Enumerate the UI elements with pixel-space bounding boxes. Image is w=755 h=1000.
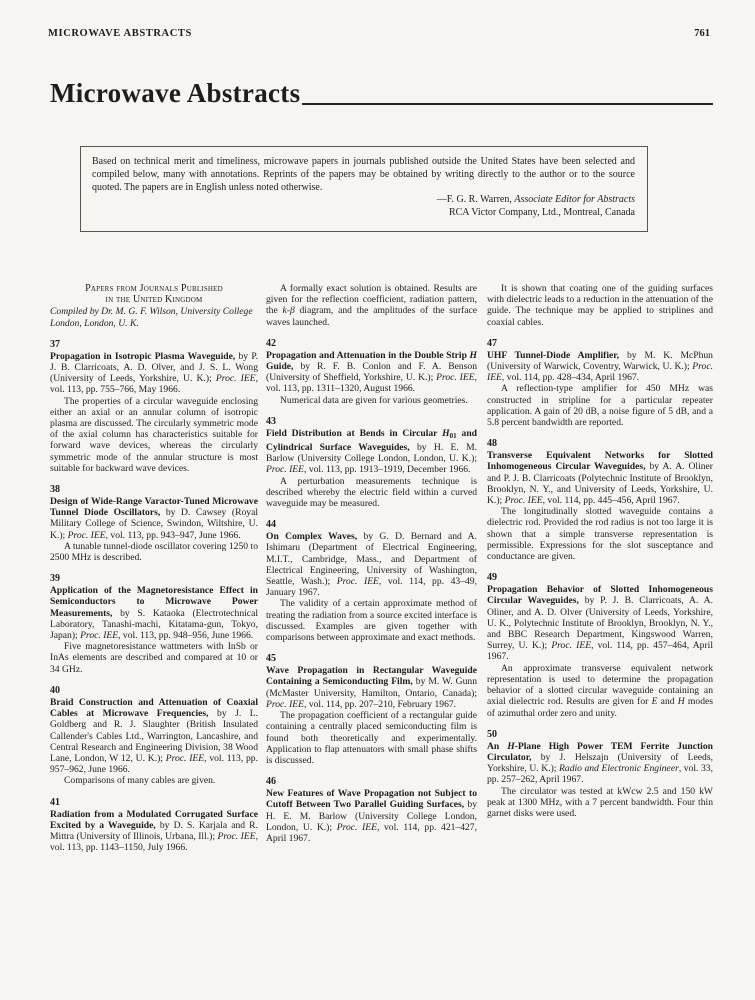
- column-1: [50, 283, 258, 853]
- abstract-entry: [487, 729, 713, 819]
- entry-annotation: [266, 598, 477, 643]
- editorial-notice-box: [80, 146, 648, 232]
- text-run: by M. W. Gunn (McMaster University, Hamilton, Ontario, Canada);: [266, 676, 477, 699]
- column-2-entries: [266, 283, 477, 844]
- text-run: On Complex Waves,: [266, 531, 358, 543]
- entry-citation: [50, 697, 258, 775]
- abstract-entry: [266, 776, 477, 844]
- entry-annotation: [487, 663, 713, 719]
- entry-citation: [266, 428, 477, 476]
- entry-citation: [487, 741, 713, 786]
- section-heading-line1: Papers from Journals Published: [85, 283, 223, 294]
- text-run: A perturbation measurements technique is described whereby the electric field within a curved waveguide may be measured.: [266, 475, 477, 510]
- text-run: A tunable tunnel-diode oscillator covering 1250 to 2500 MHz is described.: [50, 540, 258, 564]
- text-run: , vol. 114, pp. 457–464, April 1967.: [487, 640, 713, 663]
- text-run: Field Distribution at Bends in Circular: [266, 427, 443, 439]
- text-run: The validity of a certain approximate method of treating the radiation from a source excited interface is discussed. Examples are given together with comparisons between approximate and exact methods.: [266, 598, 477, 644]
- text-run: , vol. 113, pp. 755–766, May 1966.: [50, 373, 258, 396]
- entry-annotation: [487, 383, 713, 428]
- text-run: Transverse Equivalent Networks for Slotted Inhomogeneous Circular Waveguides,: [487, 450, 713, 473]
- text-run: A formally exact solution is obtained. Results are given for the reflection coefficient, radiation pattern, the: [266, 283, 477, 317]
- text-run: k-β: [282, 305, 295, 317]
- text-run: Proc. IEE: [266, 464, 305, 476]
- text-run: , vol. 113, pp. 1311–1320, August 1966.: [266, 372, 477, 395]
- text-run: , vol. 114, pp. 43–49, January 1967.: [266, 576, 477, 599]
- page-number: 761: [694, 28, 710, 39]
- entry-number: 44: [266, 519, 276, 531]
- text-run: , vol. 114, pp. 428–434, April 1967.: [501, 372, 640, 384]
- text-run: Proc. IEE: [67, 529, 106, 541]
- entry-number: 42: [266, 337, 276, 349]
- abstract-entry: [266, 519, 477, 643]
- entry-annotation: [50, 396, 258, 474]
- notice-body: Based on technical merit and timeliness, microwave papers in journals published outside the United States have been selected and compiled below, many with annotations. Reprints of the papers may be obtained by writing directly to the author or to the source quoted. The papers are in English unless noted otherwise.: [92, 156, 635, 193]
- text-run: The longitudinally slotted waveguide contains a dielectric rod. Provided the rod radius is not too large it is shown that a simple transverse representation is permissible. Expressions for the slot susceptance and conductance are given.: [487, 506, 713, 563]
- text-run: Comparisons of many cables are given.: [64, 775, 216, 787]
- text-run: New Features of Wave Propagation not Subject to Cutoff Between Two Parallel Guiding Surfaces,: [266, 788, 477, 811]
- entry-number: 48: [487, 438, 497, 450]
- text-run: Proc. IEE: [551, 640, 592, 652]
- entry-citation: [487, 350, 713, 384]
- entry-number: 40: [50, 684, 60, 696]
- text-run: Guide,: [266, 361, 294, 373]
- text-run: modes of azimuthal order zero and unity.: [487, 696, 713, 719]
- entry-citation: [266, 665, 477, 710]
- text-run: and: [657, 696, 678, 708]
- text-run: A reflection-type amplifier for 450 MHz was constructed in stripline for a particular repeater application. A gain of 20 dB, a noise figure of 5 dB, and a 5.8 percent bandwidth are reported.: [487, 383, 713, 429]
- text-run: It is shown that coating one of the guiding surfaces with dielectric leads to a reduction in the attenuation of the guide. The technique may be applied to striplines and coaxial cables.: [487, 283, 713, 328]
- text-run: The circulator was tested at kWcw 2.5 and 150 kW peak at 1300 MHz, with a 7 percent bandwidth. Four thin garnet disks were used.: [487, 785, 713, 819]
- text-run: H: [442, 427, 450, 439]
- text-run: Proc. IEE: [336, 576, 379, 588]
- text-run: , vol. 113, pp. 957–962, June 1966.: [50, 752, 258, 776]
- text-run: Application of the Magnetoresistance Effect in Semiconductors to Microwave Power Measurements,: [50, 585, 258, 619]
- text-run: by P. J. B. Clarricoats, A. A. Oliner, and A. D. Olver (University of Leeds, Yorkshire, U. K., Polytechnic Institute of Brooklyn, Brooklyn, N. Y., and BBC Research Department, Kingswood Warren, Surrey, U. K.);: [487, 595, 713, 652]
- abstract-entry: [50, 484, 258, 563]
- signature-name: —F. G. R. Warren,: [436, 194, 515, 206]
- text-run: by P. J. B. Clarricoats, A. D. Olver, and J. S. L. Wong (University of Leeds, Yorkshire, U. K.);: [50, 350, 258, 385]
- text-run: by H. E. M. Barlow (University College London, London, U. K.);: [266, 799, 477, 833]
- text-run: by M. K. McPhun (University of Warwick, Coventry, Warwick, U. K.);: [487, 349, 713, 373]
- text-run: The properties of a circular waveguide enclosing either an axial or an annular column of isotropic plasma are discussed. The circularly symmetric mode of the axial column has characteristics suitable for forward wave devices, whereas the circularly symmetric mode of the annular structure is most suitable for backward wave devices.: [50, 395, 258, 474]
- entry-citation: [266, 788, 477, 844]
- text-run: , vol. 114, pp. 421–427, April 1967.: [266, 821, 478, 844]
- text-run: Propagation in Isotropic Plasma Waveguide,: [50, 350, 236, 362]
- text-run: Numerical data are given for various geometries.: [280, 394, 468, 406]
- entry-annotation: [487, 786, 713, 820]
- text-run: , vol. 33, pp. 257–262, April 1967.: [487, 763, 713, 786]
- text-run: , vol. 113, pp. 1913–1919, December 1966.: [304, 464, 471, 476]
- continuation-paragraph: [266, 283, 477, 328]
- text-run: H: [677, 696, 685, 708]
- entry-citation: [266, 350, 477, 395]
- entry-citation: [487, 450, 713, 506]
- text-run: , vol. 114, pp. 445–456, April 1967.: [542, 495, 680, 507]
- text-run: by D. Cawsey (Royal Military College of Science, Swindon, Wiltshire, U. K.);: [50, 507, 259, 541]
- text-run: Radiation from a Modulated Corrugated Surface Excited by a Waveguide,: [50, 808, 258, 831]
- column-3-entries: [487, 283, 713, 819]
- text-run: Proc. IEE: [215, 373, 256, 385]
- text-run: Proc. IEE: [165, 752, 205, 764]
- text-run: H: [469, 349, 477, 361]
- text-run: An approximate transverse equivalent network representation is used to determine the propagation behavior of a slotted circular waveguide containing an axial dielectric rod. Results are given for: [487, 662, 713, 708]
- text-run: Proc. IEE: [504, 495, 543, 507]
- text-run: Propagation and Attenuation in the Double Strip: [266, 349, 470, 361]
- entry-number: 49: [487, 572, 497, 584]
- text-run: and Cylindrical Surface Waveguides,: [266, 427, 477, 454]
- entry-number: 50: [487, 728, 497, 740]
- entry-annotation: [50, 541, 258, 563]
- column-1-entries: [50, 339, 258, 854]
- text-run: Five magnetoresistance wattmeters with InSb or InAs elements are described and compared at 10 or 34 GHz.: [50, 641, 258, 675]
- entry-annotation: [266, 476, 477, 510]
- text-run: Wave Propagation in Rectangular Waveguide Containing a Semiconducting Film,: [266, 665, 477, 688]
- entry-number: 47: [487, 337, 497, 349]
- entry-citation: [50, 351, 258, 396]
- text-run: UHF Tunnel-Diode Amplifier,: [487, 349, 620, 361]
- entry-citation: [50, 809, 258, 854]
- entry-citation: [266, 531, 477, 598]
- text-run: H: [507, 740, 515, 752]
- entry-citation: [50, 585, 258, 641]
- text-run: The propagation coefficient of a rectangular guide containing a centrally placed semiconducting film is found both theoretically and experimentally. Application to flap attenuators with small phase shifts is discussed.: [266, 710, 477, 766]
- abstract-entry: [50, 339, 258, 474]
- text-run: by S. Kataoka (Electrotechnical Laboratory, Tanashi-machi, Kitatama-gun, Tokyo, Japan);: [50, 607, 258, 642]
- signature-role: Associate Editor for Abstracts: [514, 194, 635, 206]
- text-run: by G. D. Bernard and A. Ishimaru (Department of Electrical Engineering, M.I.T., Cambridge, Mass., and Department of Electrical Engineering, University of Washington, Seattle, Wash.);: [266, 531, 477, 588]
- entry-citation: [487, 584, 713, 662]
- text-run: , vol. 114, pp. 207–210, February 1967.: [304, 698, 457, 710]
- text-run: Proc. IEE: [487, 361, 713, 384]
- text-run: , vol. 113, pp. 1143–1150, July 1966.: [50, 830, 258, 854]
- page-title: Microwave Abstracts: [50, 78, 301, 108]
- text-run: Propagation Behavior of Slotted Inhomogeneous Circular Waveguides,: [487, 584, 713, 607]
- text-run: , vol. 113, pp. 943–947, June 1966.: [105, 529, 241, 541]
- section-heading-line2: in the United Kingdom: [105, 294, 203, 306]
- abstract-entry: [266, 416, 477, 509]
- entry-annotation: [487, 506, 713, 562]
- text-run: Proc. IEE: [217, 830, 256, 842]
- abstract-entry: [487, 572, 713, 718]
- text-run: by J. L. Goldberg and R. J. Slaughter (British Insulated Callender's Cables Ltd., Warrington, Lancashire, and Central Research and Engineering Division, 38 Wood Lane, London, W 12, U. K.);: [50, 708, 259, 764]
- text-run: by H. E. M. Barlow (University College London, London, U. K.);: [266, 442, 478, 465]
- notice-signature-line1: [92, 194, 635, 207]
- abstract-entry: [50, 685, 258, 787]
- text-run: by J. Helszajn (University of Leeds, Yorkshire, U. K.);: [487, 751, 713, 775]
- entry-number: 38: [50, 484, 60, 496]
- entry-number: 37: [50, 338, 60, 350]
- text-run: An: [487, 740, 508, 752]
- compiled-by: Compiled by Dr. M. G. F. Wilson, University College London, London, U. K.: [50, 306, 253, 329]
- text-run: 01: [449, 431, 457, 440]
- text-run: Design of Wide-Range Varactor-Tuned Microwave Tunnel Diode Oscillators,: [50, 496, 258, 519]
- text-run: Radio and Electronic Engineer: [559, 763, 679, 775]
- entry-number: 39: [50, 573, 60, 585]
- abstract-entry: [50, 573, 258, 675]
- column-3: [487, 283, 713, 819]
- text-run: by A. A. Oliner and P. J. B. Clarricoats (Polytechnic Institute of Brooklyn, Brooklyn, N. Y., and University of Leeds, Yorkshire, U. K.);: [487, 461, 713, 507]
- entry-annotation: [266, 710, 477, 766]
- abstract-entry: [50, 797, 258, 854]
- entry-citation: [50, 496, 258, 541]
- continuation-paragraph: [487, 283, 713, 328]
- running-head-row: [48, 28, 710, 39]
- abstract-entry: [487, 438, 713, 562]
- entry-annotation: [266, 395, 477, 406]
- abstract-entry: [487, 338, 713, 428]
- text-run: Proc. IEE: [80, 630, 119, 642]
- column-2: [266, 283, 477, 844]
- text-run: E: [651, 696, 658, 708]
- text-run: Proc. IEE: [336, 821, 377, 833]
- abstract-entry: [266, 338, 477, 406]
- text-run: by R. F. B. Conlon and F. A. Benson (University of Sheffield, Yorkshire, U. K.);: [266, 361, 477, 384]
- text-run: Proc. IEE: [436, 372, 475, 384]
- text-run: Proc. IEE: [266, 698, 305, 710]
- entry-number: 45: [266, 653, 276, 665]
- abstract-entry: [266, 653, 477, 766]
- entry-number: 46: [266, 776, 276, 788]
- text-run: by D. S. Karjala and R. Mittra (University of Illinois, Urbana, Ill.);: [50, 819, 258, 842]
- entry-annotation: [50, 775, 258, 786]
- text-run: , vol. 113, pp. 948–956, June 1966.: [118, 630, 254, 642]
- entry-number: 43: [266, 415, 276, 427]
- title-row: [50, 80, 713, 107]
- text-run: -Plane High Power TEM Ferrite Junction Circulator,: [487, 740, 713, 763]
- running-head: MICROWAVE ABSTRACTS: [48, 28, 192, 39]
- title-rule: [302, 103, 713, 105]
- entry-number: 41: [50, 796, 60, 808]
- entry-annotation: [50, 641, 258, 675]
- text-run: diagram, and the amplitudes of the surface waves launched.: [266, 305, 478, 328]
- notice-signature-line2: RCA Victor Company, Ltd., Montreal, Canada: [448, 207, 635, 219]
- text-run: Braid Construction and Attenuation of Coaxial Cables at Microwave Frequencies,: [50, 696, 258, 720]
